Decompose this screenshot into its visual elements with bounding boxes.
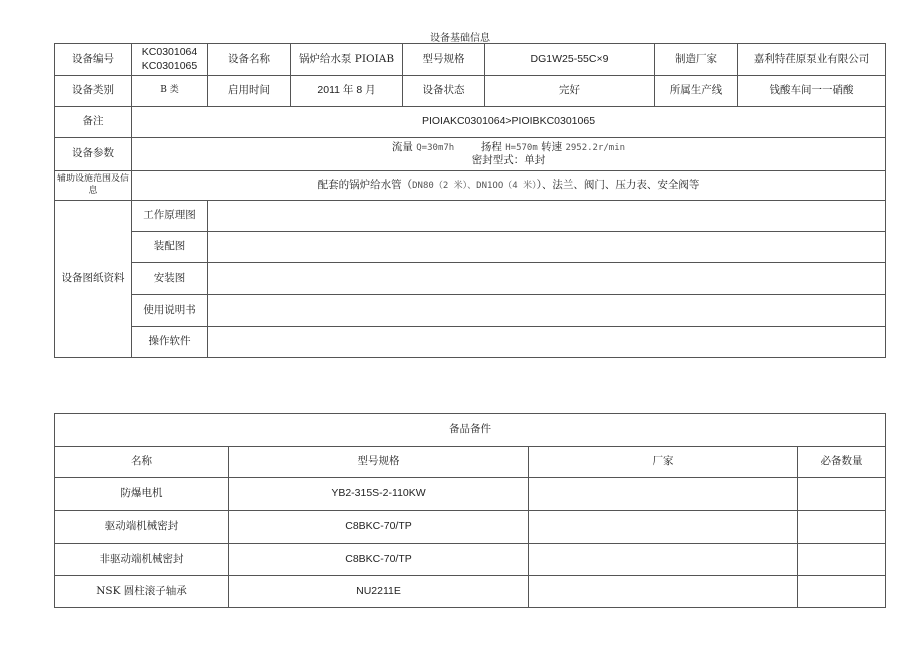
aux-dn: DN80（2 米）、DN1OO（4 米） <box>412 180 537 191</box>
drawing-item-label: 工作原理图 <box>132 201 208 232</box>
spare-model: C8BKC-70/TP <box>229 511 529 544</box>
model-label: 型号规格 <box>403 44 485 76</box>
table-row <box>55 544 886 576</box>
spares-header-model: 型号规格 <box>229 447 529 478</box>
flow-value: Q=30m7h <box>416 142 455 153</box>
table-row <box>55 511 886 544</box>
equip-no-1: KC0301064 <box>141 46 198 59</box>
drawing-item-value[interactable] <box>208 327 886 358</box>
equip-no-2: KC0301065 <box>141 59 198 72</box>
spare-name: 非驱动端机械密封 <box>55 544 229 576</box>
line-label: 所属生产线 <box>655 76 738 107</box>
table-row <box>55 576 886 608</box>
start-value: 2011 年 8 月 <box>291 76 403 107</box>
equip-name-value: 锅炉给水泵 PIOIAB <box>291 44 403 76</box>
spares-header-maker: 厂家 <box>529 447 798 478</box>
spare-model: NU2211E <box>229 576 529 608</box>
params-value <box>132 138 886 171</box>
spare-name: 防爆电机 <box>55 478 229 511</box>
params-label: 设备参数 <box>55 138 132 171</box>
spares-header-qty: 必备数量 <box>798 447 886 478</box>
drawing-item-value[interactable] <box>208 295 886 327</box>
head-label: 扬程 <box>480 140 502 153</box>
page-title: 设备基础信息 <box>430 33 490 44</box>
equip-no-label: 设备编号 <box>55 44 132 76</box>
category-label: 设备类别 <box>55 76 132 107</box>
drawings-label: 设备图纸资料 <box>55 201 132 358</box>
flow-label: 流量 <box>391 140 413 153</box>
spare-parts-table <box>54 413 886 608</box>
spare-name: 驱动端机械密封 <box>55 511 229 544</box>
spare-maker[interactable] <box>529 511 798 544</box>
spare-name: NSK 圆柱滚子轴承 <box>55 576 229 608</box>
category-value: B 类 <box>132 76 208 107</box>
basic-info-table <box>54 43 886 358</box>
spare-maker[interactable] <box>529 544 798 576</box>
equip-name-label: 设备名称 <box>208 44 291 76</box>
spare-qty[interactable] <box>798 576 886 608</box>
remark-label: 备注 <box>55 107 132 138</box>
drawing-item-label: 操作软件 <box>132 327 208 358</box>
maker-label: 制造厂家 <box>655 44 738 76</box>
spare-model: C8BKC-70/TP <box>229 544 529 576</box>
equip-no-value <box>132 44 208 76</box>
status-label: 设备状态 <box>403 76 485 107</box>
drawing-item-value[interactable] <box>208 232 886 263</box>
line-value: 钱酸车间一一硝酸 <box>738 76 886 107</box>
spare-maker[interactable] <box>529 576 798 608</box>
spare-qty[interactable] <box>798 544 886 576</box>
remark-value: PIOIAKC0301064>PIOIBKC0301065 <box>132 107 886 138</box>
seal-type: 密封型式：单封 <box>471 154 546 167</box>
speed-label: 转速 <box>541 140 563 153</box>
aux-post: ）、法兰、阀门、压力表、安全阀等 <box>536 178 700 191</box>
drawing-item-label: 使用说明书 <box>132 295 208 327</box>
drawing-item-label: 装配图 <box>132 232 208 263</box>
model-value: DG1W25-55C×9 <box>485 44 655 76</box>
start-label: 启用时间 <box>208 76 291 107</box>
aux-value <box>132 171 886 201</box>
spare-maker[interactable] <box>529 478 798 511</box>
spares-header-name: 名称 <box>55 447 229 478</box>
aux-label: 辅助设施范围及信息 <box>55 171 132 201</box>
speed-value: 2952.2r∕min <box>565 142 626 153</box>
status-value: 完好 <box>485 76 655 107</box>
spare-qty[interactable] <box>798 511 886 544</box>
maker-value: 嘉利特荏原泵业有限公司 <box>738 44 886 76</box>
drawing-item-value[interactable] <box>208 201 886 232</box>
drawing-item-label: 安装图 <box>132 263 208 295</box>
table-row <box>55 478 886 511</box>
drawing-item-value[interactable] <box>208 263 886 295</box>
aux-pre: 配套的锅炉给水管（ <box>317 178 413 191</box>
spare-model: YB2-315S-2-110KW <box>229 478 529 511</box>
head-value: H=570m <box>505 142 538 153</box>
spare-qty[interactable] <box>798 478 886 511</box>
spares-title: 备品备件 <box>55 414 886 447</box>
